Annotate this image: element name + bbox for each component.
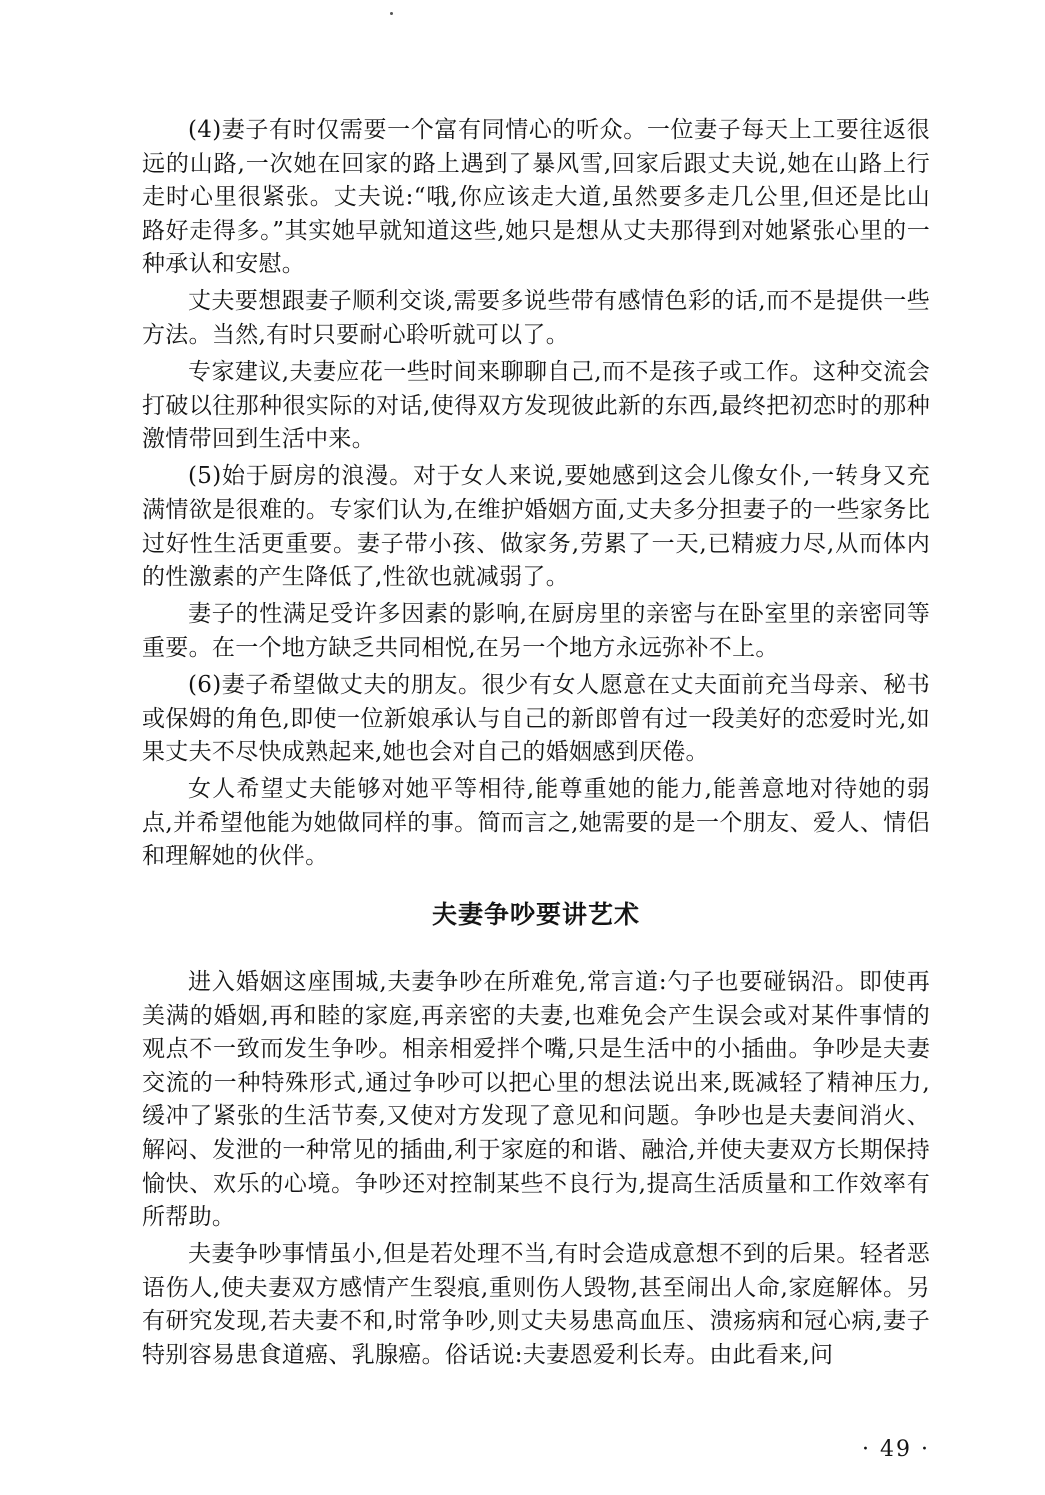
paragraph: 进入婚姻这座围城,夫妻争吵在所难免,常言道:勺子也要碰锅沿。即使再美满的婚姻,再和睦的家庭,再亲密的夫妻,也难免会产生误会或对某件事情的观点不一致而发生争吵。相亲相爱拌个嘴,只是生活中的小插曲。争吵是夫妻交流的一种特殊形式,通过争吵可以把心里的想法说出来,既减轻了精神压力,缓冲了紧张的生活节奏,又使对方发现了意见和问题。争吵也是夫妻间消火、解闷、发泄的一种常见的插曲,利于家庭的和谐、融洽,并使夫妻双方长期保持愉快、欢乐的心境。争吵还对控制某些不良行为,提高生活质量和工作效率有所帮助。: [142, 969, 930, 1231]
text-block-bottom: [142, 966, 930, 1373]
paragraph: 妻子的性满足受许多因素的影响,在厨房里的亲密与在卧室里的亲密同等重要。在一个地方缺乏共同相悦,在另一个地方永远弥补不上。: [142, 601, 930, 661]
paragraph: (6)妻子希望做丈夫的朋友。很少有女人愿意在丈夫面前充当母亲、秘书或保姆的角色,即使一位新娘承认与自己的新郎曾有过一段美好的恋爱时光,如果丈夫不尽快成熟起来,她也会对自己的婚姻感到厌倦。: [142, 672, 930, 766]
paragraph: 丈夫要想跟妻子顺利交谈,需要多说些带有感情色彩的话,而不是提供一些方法。当然,有时只要耐心聆听就可以了。: [142, 288, 930, 349]
scan-speck: [390, 12, 393, 15]
page-number: · 49 ·: [862, 1437, 930, 1462]
paragraph: 夫妻争吵事情虽小,但是若处理不当,有时会造成意想不到的后果。轻者恶语伤人,使夫妻双方感情产生裂痕,重则伤人毁物,甚至闹出人命,家庭解体。另有研究发现,若夫妻不和,时常争吵,则丈夫易患高血压、溃疡病和冠心病,妻子特别容易患食道癌、乳腺癌。俗话说:夫妻恩爱利长寿。由此看来,问: [142, 1241, 930, 1369]
paragraph: (5)始于厨房的浪漫。对于女人来说,要她感到这会儿像女仆,一转身又充满情欲是很难的。专家们认为,在维护婚姻方面,丈夫多分担妻子的一些家务比过好性生活更重要。妻子带小孩、做家务,劳累了一天,已精疲力尽,从而体内的性激素的产生降低了,性欲也就减弱了。: [142, 463, 930, 591]
section-title: 夫妻争吵要讲艺术: [431, 900, 640, 929]
paragraph: (4)妻子有时仅需要一个富有同情心的听众。一位妻子每天上工要往返很远的山路,一次她在回家的路上遇到了暴风雪,回家后跟丈夫说,她在山路上行走时心里很紧张。丈夫说:“哦,你应该走大道,虽然要多走几公里,但还是比山路好走得多。”其实她早就知道这些,她只是想从丈夫那得到对她紧张心里的一种承认和安慰。: [142, 117, 930, 278]
paragraph: 专家建议,夫妻应花一些时间来聊聊自己,而不是孩子或工作。这种交流会打破以往那种很实际的对话,使得双方发现彼此新的东西,最终把初恋时的那种激情带回到生活中来。: [142, 359, 930, 453]
text-block-top: [142, 114, 930, 874]
paragraph: 女人希望丈夫能够对她平等相待,能尊重她的能力,能善意地对待她的弱点,并希望他能为她做同样的事。简而言之,她需要的是一个朋友、爱人、情侣和理解她的伙伴。: [142, 776, 930, 870]
